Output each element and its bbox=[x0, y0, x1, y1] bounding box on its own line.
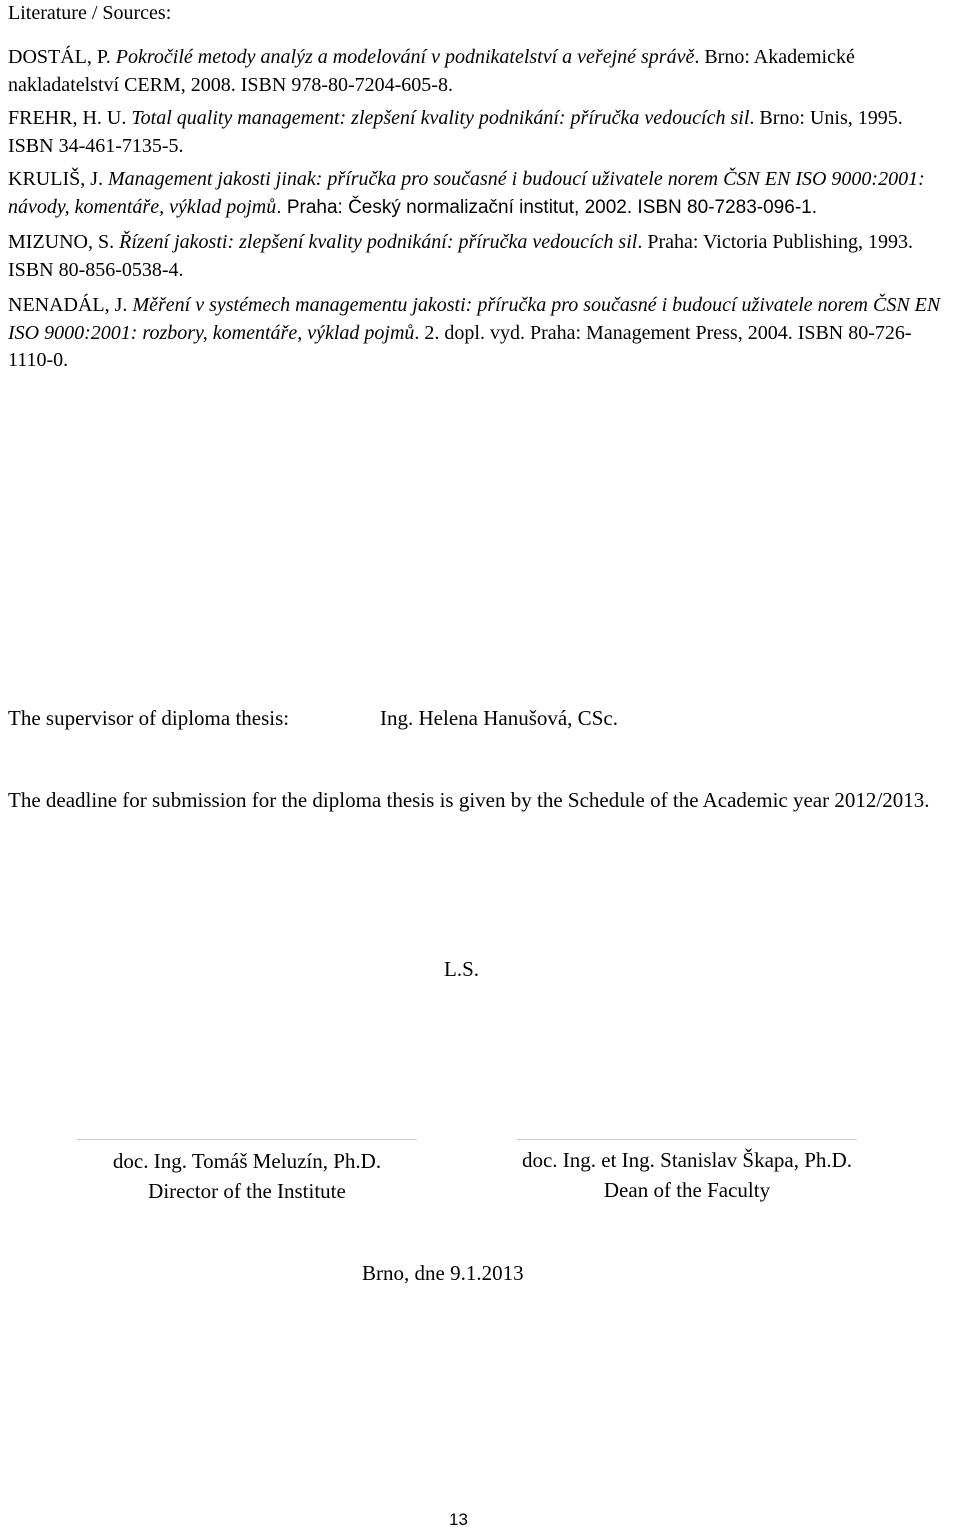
signature-line-left bbox=[77, 1139, 417, 1140]
signatory-role: Director of the Institute bbox=[148, 1179, 346, 1203]
signatory-name: doc. Ing. Tomáš Meluzín, Ph.D. bbox=[112, 1149, 382, 1173]
supervisor-label: The supervisor of diploma thesis: bbox=[8, 706, 290, 730]
reference-item bbox=[8, 292, 953, 375]
reference-author: DOSTÁL, P. bbox=[8, 46, 116, 68]
reference-author: MIZUNO, S. bbox=[8, 231, 120, 253]
signatory-role: Dean of the Faculty bbox=[603, 1178, 771, 1202]
reference-details: . 2. dopl. vyd. Praha: Management Press, 2004. ISBN 80-726-1110-0. bbox=[8, 321, 912, 371]
reference-details: . Brno: Akademické nakladatelství CERM, 2008. ISBN 978-80-7204-605-8. bbox=[8, 46, 855, 96]
signatory-name: doc. Ing. et Ing. Stanislav Škapa, Ph.D. bbox=[521, 1148, 853, 1172]
reference-author: FREHR, H. U. bbox=[8, 107, 132, 129]
reference-author: NENADÁL, J. bbox=[8, 294, 133, 316]
section-title: Literature / Sources: bbox=[8, 2, 172, 24]
seal-placeholder: L.S. bbox=[444, 957, 480, 981]
reference-title: Management jakosti jinak: příručka pro současné i budoucí uživatele norem ČSN EN ISO 9000:2001: návody, komentáře, výklad pojmů bbox=[8, 168, 925, 218]
reference-item bbox=[8, 166, 953, 221]
signature-block-dean bbox=[517, 1145, 857, 1205]
signature-line-right bbox=[517, 1139, 857, 1140]
reference-details: . Praha: Victoria Publishing, 1993. ISBN 80-856-0538-4. bbox=[8, 231, 913, 281]
supervisor-name: Ing. Helena Hanušová, CSc. bbox=[380, 706, 618, 730]
place-and-date: Brno, dne 9.1.2013 bbox=[362, 1261, 524, 1285]
reference-title: Pokročilé metody analýz a modelování v podnikatelství a veřejné správě bbox=[115, 46, 695, 68]
reference-item bbox=[8, 229, 953, 284]
reference-title: Měření v systémech managementu jakosti: příručka pro současné i budoucí uživatele norem ČSN EN ISO 9000:2001: rozbory, komentáře, výklad pojmů bbox=[8, 294, 941, 344]
reference-author: KRULIŠ, J. bbox=[8, 168, 109, 190]
reference-details: . Praha: Český normalizační institut, 2002. ISBN 80-7283-096-1. bbox=[276, 196, 817, 218]
reference-list bbox=[8, 44, 953, 375]
reference-details: . Brno: Unis, 1995. ISBN 34-461-7135-5. bbox=[8, 107, 903, 157]
reference-item bbox=[8, 44, 953, 99]
reference-title: Total quality management: zlepšení kvality podnikání: příručka vedoucích sil bbox=[131, 107, 750, 129]
signature-block-director bbox=[77, 1146, 417, 1206]
reference-item bbox=[8, 105, 953, 160]
deadline-text: The deadline for submission for the diploma thesis is given by the Schedule of the Academic year 2012/2013. bbox=[8, 788, 930, 812]
reference-title: Řízení jakosti: zlepšení kvality podnikání: příručka vedoucích sil bbox=[119, 231, 638, 253]
page-number: 13 bbox=[449, 1510, 468, 1529]
